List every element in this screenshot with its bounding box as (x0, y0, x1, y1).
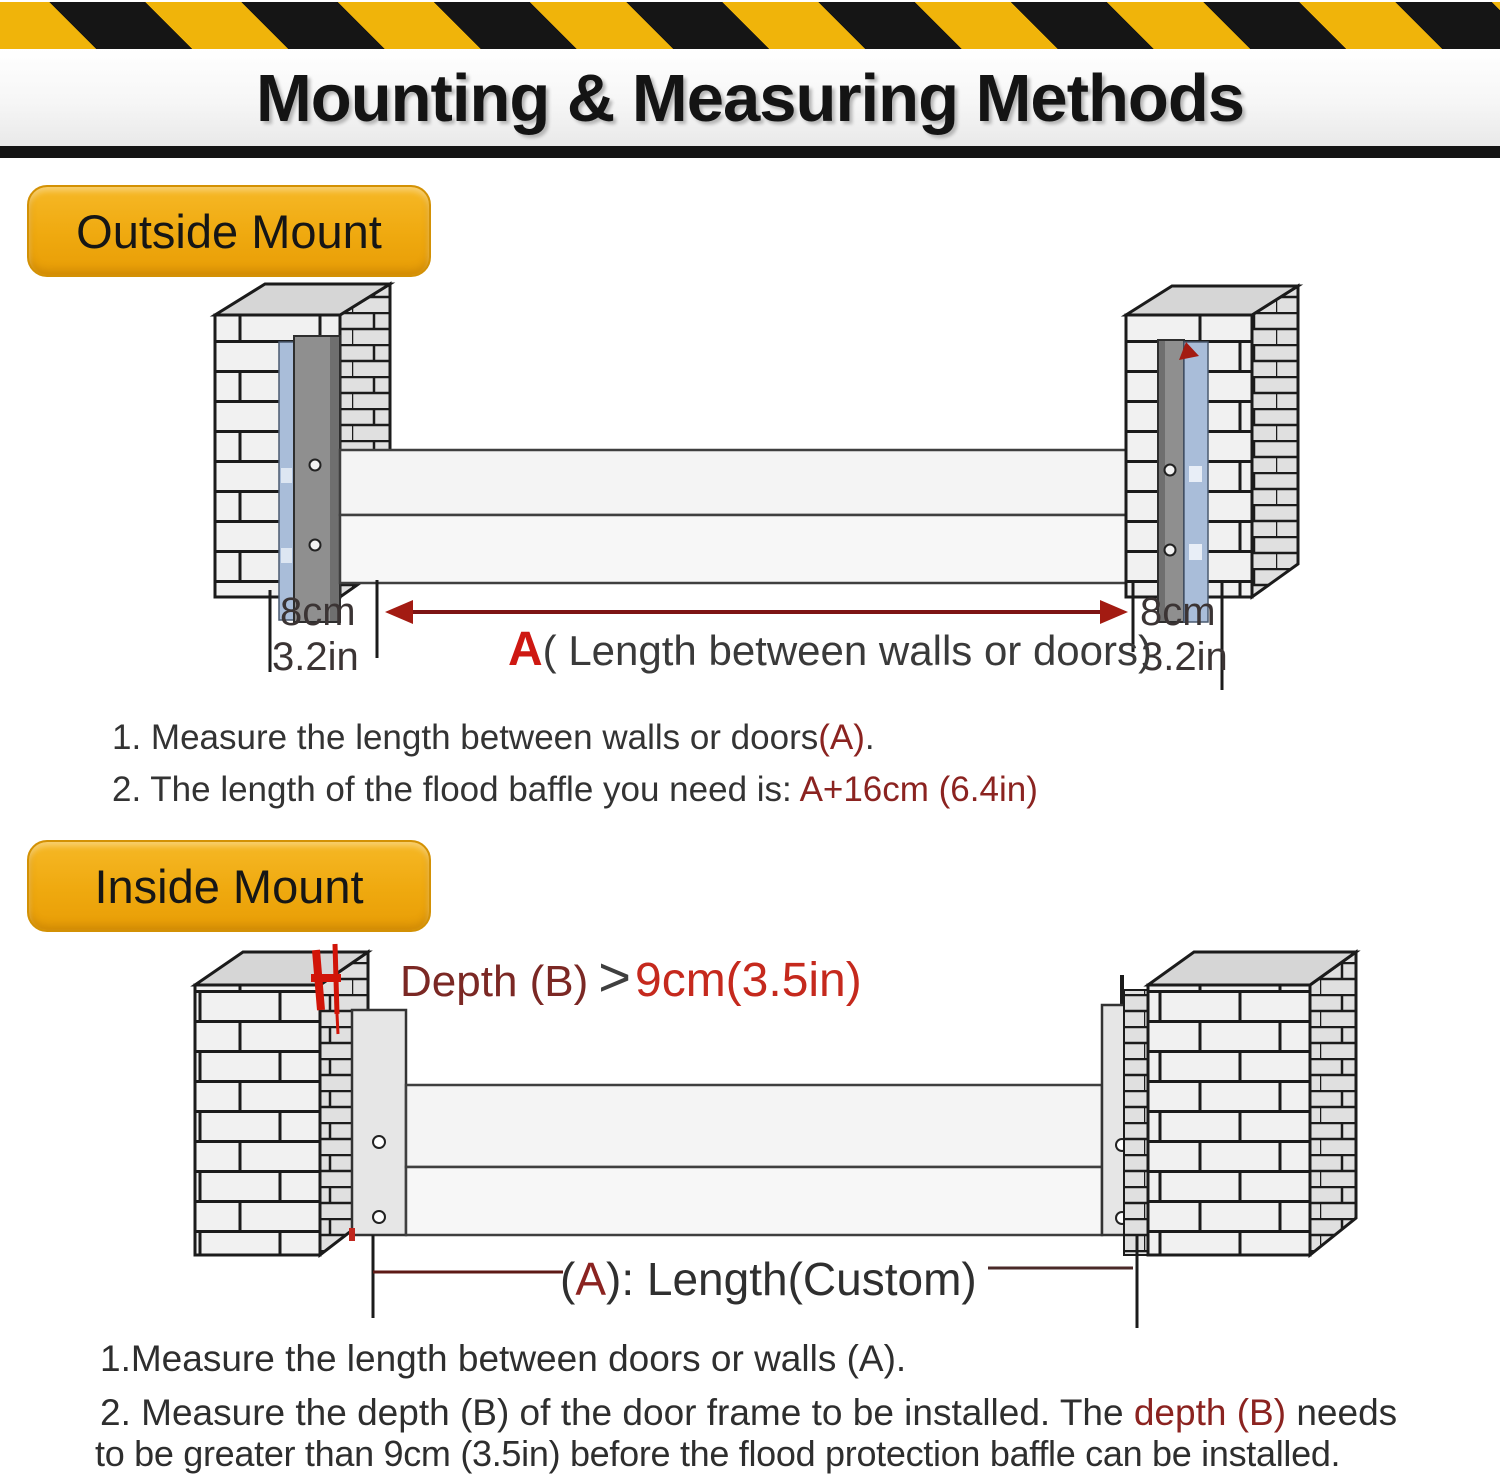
length-label-a: A (575, 1253, 607, 1305)
outside-right-dim-in: 3.2in (1141, 635, 1228, 679)
inside-mount-badge (27, 840, 431, 932)
length-label-open: ( (560, 1253, 576, 1305)
outside-step-2-highlight: A+16cm (6.4in) (799, 770, 1038, 809)
screw-hole (1165, 465, 1176, 476)
greater-than-sign: > (598, 945, 631, 1008)
outside-mount-badge (27, 185, 431, 277)
outside-step-2 (112, 770, 1038, 810)
depth-label-text: Depth (B) (400, 957, 589, 1006)
page-title: Mounting & Measuring Methods (255, 61, 1245, 136)
outside-step-2-text: 2. The length of the flood baffle you need is: (112, 770, 800, 809)
span-label-text: ( Length between walls or doors) (542, 627, 1152, 674)
outside-span-label (508, 622, 1152, 677)
length-label-rest: ): Length(Custom) (606, 1253, 977, 1305)
outside-step-1-highlight: (A) (818, 718, 865, 757)
screw-hole (1165, 545, 1176, 556)
inside-left-bracket (349, 1010, 406, 1241)
outside-left-bracket (279, 336, 340, 622)
header-divider-bar (0, 146, 1500, 158)
inside-step-2-line2: to be greater than 9cm (3.5in) before the flood protection baffle can be installed. (95, 1433, 1341, 1474)
inside-step-2-highlight: depth (B) (1133, 1392, 1287, 1433)
depth-label (400, 944, 862, 1009)
outside-left-dim-cm: 8cm (280, 590, 356, 634)
inside-flood-baffle (406, 1085, 1102, 1235)
inside-step-2 (100, 1392, 1397, 1434)
span-double-arrow-icon (385, 600, 1128, 624)
outside-mount-badge-label: Outside Mount (76, 204, 382, 258)
outside-right-dim-cm: 8cm (1140, 590, 1216, 634)
inside-right-pillar (1124, 952, 1356, 1255)
outside-step-1-end: . (864, 718, 875, 757)
screw-hole (310, 540, 321, 551)
outside-step-1 (112, 718, 875, 758)
inside-step-1: 1.Measure the length between doors or walls (A). (100, 1338, 907, 1379)
outside-step-1-text: 1. Measure the length between walls or doors (112, 718, 819, 757)
outside-left-dim-in: 3.2in (272, 635, 359, 679)
outside-flood-baffle (340, 450, 1158, 583)
outside-right-pillar (1126, 286, 1298, 597)
inside-length-label (560, 1252, 977, 1306)
inside-left-pillar (195, 952, 368, 1255)
depth-label-value: 9cm(3.5in) (635, 954, 862, 1007)
caution-stripe-banner (0, 2, 1500, 49)
screw-hole (310, 460, 321, 471)
inside-step-2-text: 2. Measure the depth (B) of the door frame to be installed. The (100, 1392, 1134, 1433)
inside-step-2-end: needs (1286, 1392, 1398, 1433)
screw-hole (373, 1136, 385, 1148)
outside-right-bracket (1158, 340, 1208, 622)
span-label-a: A (508, 623, 543, 676)
screw-hole (373, 1211, 385, 1223)
inside-mount-badge-label: Inside Mount (94, 859, 364, 913)
